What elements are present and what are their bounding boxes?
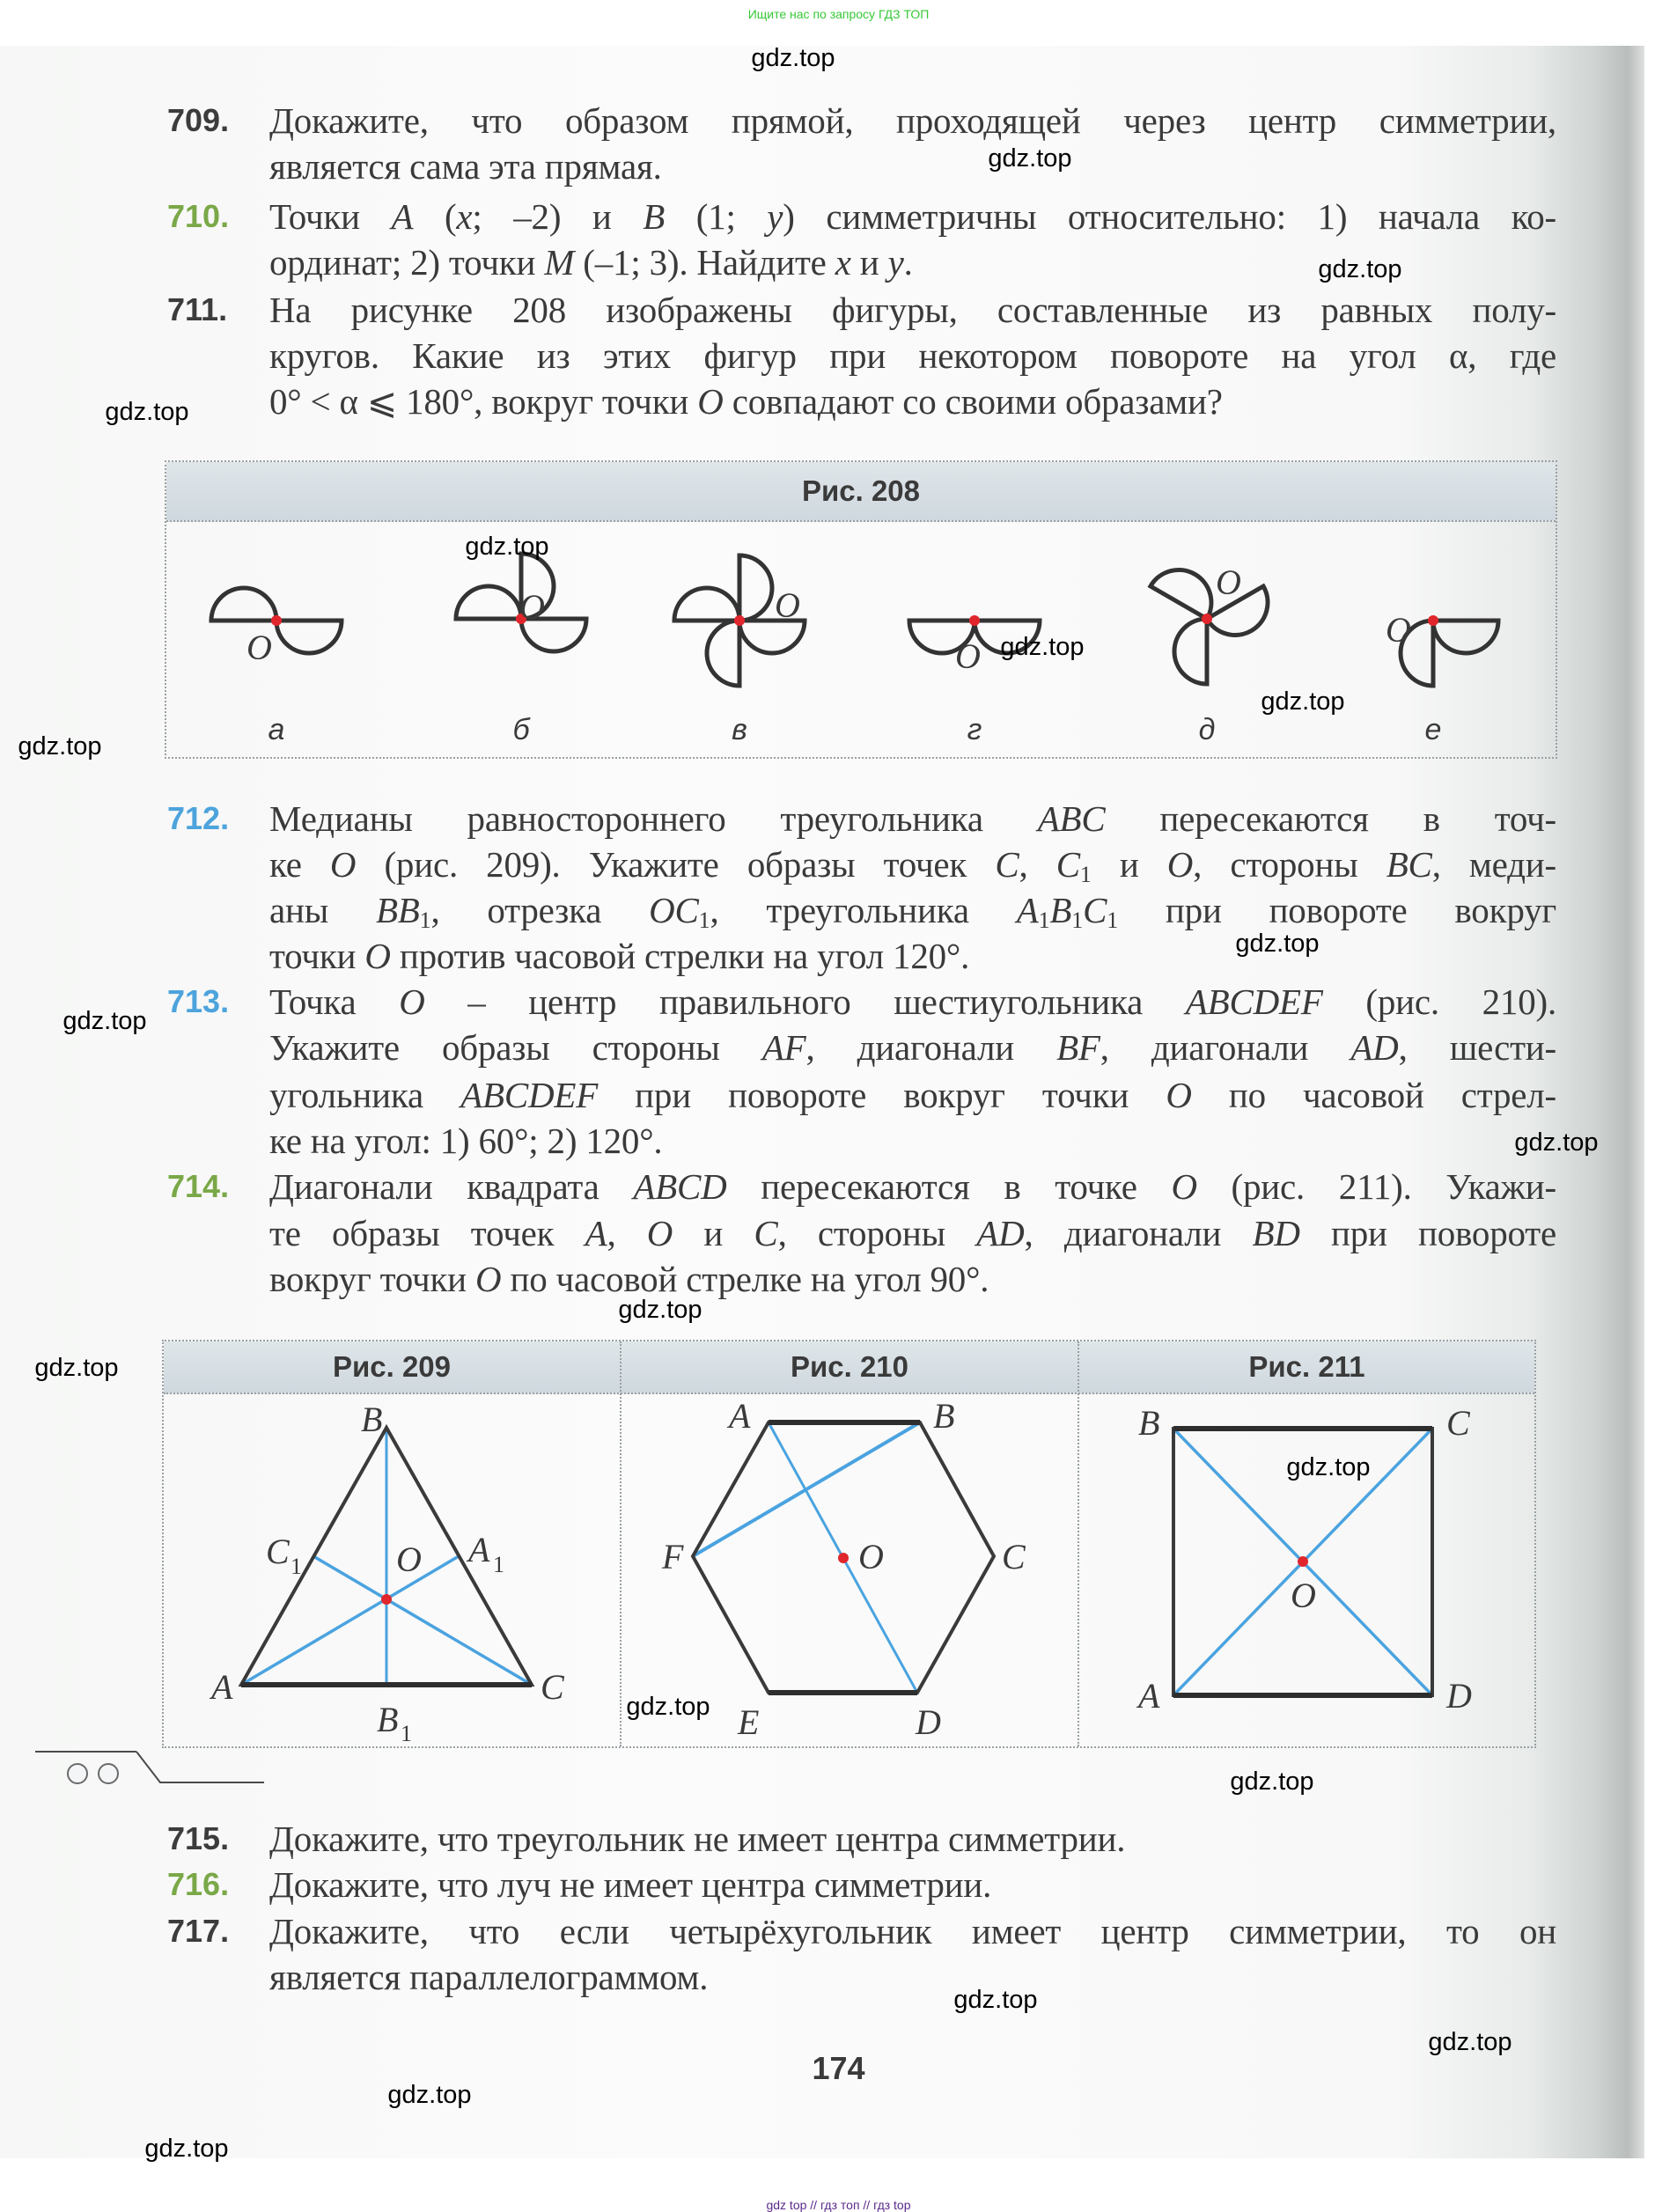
figure-208-shape-2 bbox=[456, 554, 586, 746]
problem-711-line-2: кругов. Какие из этих фигур при некотором повороте на угол α, где bbox=[269, 335, 1556, 376]
problem-709-line-1: Докажите, что образом прямой, проходящей через центр симметрии, bbox=[269, 100, 1556, 141]
center-point-O bbox=[969, 615, 980, 626]
semicircle bbox=[456, 586, 521, 619]
page-number: 174 bbox=[812, 2050, 865, 2086]
label-E: E bbox=[738, 1702, 760, 1742]
label-F: F bbox=[662, 1537, 684, 1576]
center-point-O bbox=[838, 1553, 849, 1563]
figure-208-item-label: е bbox=[1424, 713, 1442, 746]
problem-713-line-4: ке на угол: 1) 60°; 2) 120°. bbox=[269, 1121, 663, 1161]
semicircle bbox=[1433, 621, 1498, 653]
watermark: gdz.top bbox=[465, 533, 549, 561]
watermark: gdz.top bbox=[1428, 2028, 1512, 2056]
label-O: O bbox=[1291, 1576, 1316, 1615]
section-divider bbox=[0, 1743, 352, 1804]
problem-712-line-1: Медианы равностороннего треугольника ABC пересекаются в точ- bbox=[269, 798, 1556, 839]
semicircle bbox=[739, 555, 772, 621]
label-O: O bbox=[775, 585, 800, 625]
problem-712-line-4: точки O против часовой стрелки на угол 120°. bbox=[269, 936, 970, 976]
figures-209-211-drawing bbox=[0, 1320, 1677, 1778]
problem-714-line-1: Диагонали квадрата ABCD пересекаются в точке O (рис. 211). Укажи- bbox=[269, 1166, 1556, 1207]
problem-710-line-2: ординат; 2) точки M (–1; 3). Найдите x и y. bbox=[269, 242, 913, 283]
center-point-O bbox=[1428, 615, 1438, 626]
problem-717-line-2: является параллелограммом. bbox=[269, 1957, 709, 1997]
label-B: B bbox=[1138, 1403, 1160, 1443]
watermark: gdz.top bbox=[751, 44, 835, 72]
semicircle bbox=[1174, 619, 1207, 684]
watermark: gdz.top bbox=[1261, 687, 1345, 716]
watermark: gdz.top bbox=[626, 1693, 710, 1721]
bottom-banner: gdz top // гдз топ // гдз top bbox=[766, 2198, 911, 2212]
watermark: gdz.top bbox=[1235, 930, 1320, 958]
label-A1: A bbox=[468, 1530, 490, 1569]
label-A: A bbox=[211, 1667, 233, 1707]
problem-712-line-3: аны $BB_1$, отрезка $OC_1$, треугольника $A_1B_1C_1$ при повороте вокруг bbox=[269, 890, 1556, 933]
watermark: gdz.top bbox=[387, 2081, 472, 2109]
semicircle bbox=[1151, 570, 1211, 619]
figure-208-item-label: в bbox=[732, 713, 747, 746]
figure-208-shape-6 bbox=[1386, 610, 1498, 746]
figure-208-item-label: б bbox=[512, 713, 530, 746]
figure-209-triangle bbox=[209, 1400, 565, 1746]
semicircle bbox=[211, 588, 276, 621]
problem-number-709: 709. bbox=[167, 102, 230, 138]
problem-715-line-1: Докажите, что треугольник не имеет центра симметрии. bbox=[269, 1819, 1126, 1859]
watermark: gdz.top bbox=[34, 1354, 119, 1382]
figure-208-shape-5 bbox=[1151, 562, 1268, 746]
top-banner: Ищите нас по запросу ГДЗ ТОП bbox=[747, 7, 930, 21]
problem-number-717: 717. bbox=[167, 1913, 230, 1949]
center-point-O bbox=[1202, 614, 1212, 624]
watermark: gdz.top bbox=[1230, 1767, 1314, 1796]
problem-number-713: 713. bbox=[167, 983, 230, 1019]
label-A: A bbox=[1138, 1676, 1160, 1716]
label-C: C bbox=[1446, 1403, 1470, 1443]
center-point-O bbox=[381, 1594, 392, 1605]
label-O: O bbox=[955, 636, 981, 676]
figure-208-title: Рис. 208 bbox=[166, 462, 1556, 522]
label-O: O bbox=[1386, 610, 1411, 650]
figure-210-title: Рис. 210 bbox=[790, 1350, 909, 1383]
watermark: gdz.top bbox=[63, 1007, 147, 1035]
label-O: O bbox=[1216, 562, 1241, 602]
label-O: O bbox=[519, 587, 545, 627]
label-C: C bbox=[1002, 1537, 1026, 1576]
watermark: gdz.top bbox=[144, 2135, 229, 2163]
figure-208-item-label: а bbox=[268, 713, 285, 746]
problem-713-line-3: угольника ABCDEF при повороте вокруг точки O по часовой стрел- bbox=[269, 1075, 1556, 1115]
problem-716-line-1: Докажите, что луч не имеет центра симметрии. bbox=[269, 1864, 992, 1905]
problem-number-716: 716. bbox=[167, 1866, 230, 1902]
semicircle bbox=[739, 621, 805, 653]
figure-210-hexagon bbox=[661, 1396, 1026, 1742]
diagonal-BF bbox=[693, 1422, 920, 1556]
label-D: D bbox=[916, 1702, 941, 1742]
circle-marker-icon bbox=[68, 1764, 87, 1783]
figure-208-item-label: д bbox=[1198, 713, 1216, 746]
problem-number-711: 711. bbox=[167, 291, 228, 327]
figure-208-shape-3 bbox=[674, 555, 805, 746]
watermark: gdz.top bbox=[1286, 1453, 1371, 1481]
problem-711-line-1: На рисунке 208 изображены фигуры, составленные из равных полу- bbox=[269, 290, 1556, 330]
watermark: gdz.top bbox=[105, 398, 189, 426]
figure-208-item-label: г bbox=[967, 713, 982, 746]
figure-209-title: Рис. 209 bbox=[332, 1350, 452, 1383]
figure-211-title: Рис. 211 bbox=[1248, 1350, 1365, 1383]
label-O: O bbox=[246, 628, 272, 667]
circle-marker-icon bbox=[99, 1764, 118, 1783]
label-B: B bbox=[361, 1400, 383, 1439]
problem-710-line-1: Точки A (x; –2) и B (1; y) симметричны относительно: 1) начала ко- bbox=[269, 196, 1557, 237]
label-B: B bbox=[933, 1396, 955, 1436]
problem-number-710: 710. bbox=[167, 198, 230, 234]
watermark: gdz.top bbox=[18, 732, 102, 761]
label-O: O bbox=[396, 1540, 422, 1579]
center-point-O bbox=[1298, 1556, 1308, 1567]
problem-712-line-2: ке O (рис. 209). Укажите образы точек C, $C_1$ и O, стороны BC, меди- bbox=[269, 844, 1556, 887]
semicircle bbox=[707, 621, 739, 686]
label-C1-subscript: 1 bbox=[291, 1554, 302, 1579]
label-O: O bbox=[858, 1537, 884, 1576]
label-B1-subscript: 1 bbox=[401, 1721, 412, 1746]
semicircle bbox=[674, 588, 739, 621]
median-AA1 bbox=[241, 1556, 459, 1685]
problem-713-line-2: Укажите образы стороны AF, диагонали BF, диагонали AD, шести- bbox=[269, 1027, 1556, 1068]
problem-number-712: 712. bbox=[167, 800, 230, 836]
label-B1: B bbox=[377, 1700, 399, 1739]
problem-709-line-2: является сама эта прямая. bbox=[269, 146, 662, 187]
center-point-O bbox=[271, 615, 282, 626]
label-C1: C bbox=[266, 1532, 290, 1571]
watermark: gdz.top bbox=[988, 144, 1072, 173]
figure-211-square bbox=[1136, 1403, 1472, 1716]
label-C: C bbox=[541, 1667, 564, 1707]
watermark: gdz.top bbox=[1514, 1128, 1599, 1157]
problem-714-line-3: вокруг точки O по часовой стрелке на угол 90°. bbox=[269, 1259, 989, 1299]
label-D: D bbox=[1446, 1676, 1472, 1716]
center-point-O bbox=[734, 615, 745, 626]
problem-717-line-1: Докажите, что если четырёхугольник имеет центр симметрии, то он bbox=[269, 1911, 1556, 1951]
watermark: gdz.top bbox=[1318, 255, 1402, 283]
semicircle bbox=[276, 621, 342, 653]
problem-714-line-2: те образы точек A, O и C, стороны AD, диагонали BD при повороте bbox=[269, 1213, 1556, 1253]
figure-208-shape-1 bbox=[211, 588, 342, 746]
problem-711-line-3: 0° < α ⩽ 180°, вокруг точки O совпадают со своими образами? bbox=[269, 381, 1223, 422]
problem-number-714: 714. bbox=[167, 1168, 230, 1204]
figure-208-drawing bbox=[0, 0, 1677, 792]
problem-713-line-1: Точка O – центр правильного шестиугольника ABCDEF (рис. 210). bbox=[269, 981, 1556, 1022]
problem-number-715: 715. bbox=[167, 1820, 230, 1856]
watermark: gdz.top bbox=[953, 1986, 1038, 2014]
watermark: gdz.top bbox=[618, 1296, 702, 1324]
label-A: A bbox=[729, 1396, 751, 1436]
watermark: gdz.top bbox=[1000, 633, 1085, 661]
label-A1-subscript: 1 bbox=[493, 1552, 504, 1577]
